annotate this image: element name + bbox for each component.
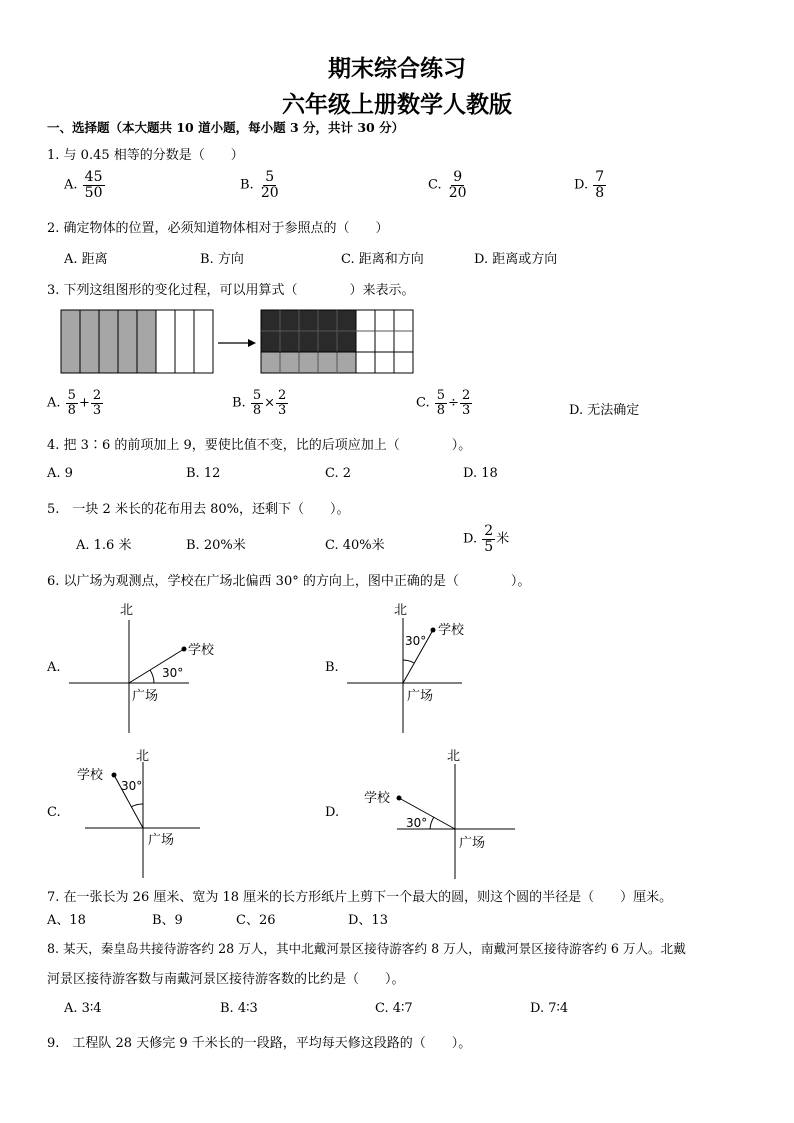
q4-option-a: A. 9: [47, 466, 73, 481]
school-label: 学校: [438, 623, 465, 638]
q7-stem: 7. 在一张长为 26 厘米、宽为 18 厘米的长方形纸片上剪下一个最大的圆，则这个圆的半径是（ ）厘米。: [47, 890, 673, 905]
q6-option-a-label: A.: [47, 660, 61, 675]
q8-option-c: C. 4∶7: [375, 1001, 413, 1016]
q4-option-b: B. 12: [186, 466, 221, 481]
q9-stem: 9. 工程队 28 天修完 9 千米长的一段路，平均每天修这段路的（ ）。: [47, 1036, 472, 1051]
angle-label: 30°: [406, 816, 428, 830]
q8-option-b: B. 4∶3: [220, 1001, 258, 1016]
q6-diagram-b: [344, 598, 514, 738]
q5-option-c: C. 40%米: [325, 538, 385, 553]
q7-option-b: B、9: [152, 913, 183, 928]
q2-option-b: B. 方向: [200, 252, 244, 267]
q6-diagram-d: [362, 744, 522, 884]
school-label: 学校: [77, 768, 104, 783]
q4-option-c: C. 2: [325, 466, 352, 481]
q6-diagram-c: [76, 744, 216, 884]
angle-label: 30°: [405, 634, 427, 648]
angle-label: 30°: [162, 666, 184, 680]
square-label: 广场: [459, 836, 486, 851]
q8-stem-line2: 河景区接待游客数与南戴河景区接待游客数的比约是（ ）。: [47, 972, 405, 987]
q6-option-c-label: C.: [47, 805, 61, 820]
q1-option-d: D. $\frac{7}{8}$: [574, 169, 605, 201]
q5-stem: 5. 一块 2 米长的花布用去 80%，还剩下（ ）。: [47, 502, 350, 517]
section-heading: 一、选择题（本大题共 10 道小题，每小题 3 分，共计 30 分）: [47, 120, 405, 135]
q8-stem-line1: 8. 某天，秦皇岛共接待游客约 28 万人，其中北戴河景区接待游客约 8 万人，南戴河景区接待游客约 6 万人。北戴: [47, 941, 686, 956]
page-subtitle: 六年级上册数学人教版: [282, 92, 512, 118]
q8-option-a: A. 3∶4: [64, 1001, 102, 1016]
q4-stem: 4. 把 3∶6 的前项加上 9，要使比值不变，比的后项应加上（ ）。: [47, 438, 472, 453]
north-label: 北: [447, 749, 461, 764]
north-label: 北: [136, 749, 150, 764]
q4-option-d: D. 18: [463, 466, 498, 481]
q6-diagram-a: [66, 598, 236, 738]
north-label: 北: [394, 603, 408, 618]
q3-stem: 3. 下列这组图形的变化过程，可以用算式（ ）来表示。: [47, 283, 415, 298]
q1-option-a: A. $\frac{45}{50}$: [64, 169, 103, 201]
q3-figure: [58, 308, 418, 376]
q1-option-c: C. $\frac{9}{20}$: [428, 169, 467, 201]
q7-option-d: D、13: [348, 913, 388, 928]
q3-option-c: C. $\frac{5}{8}$ ÷ $\frac{2}{3}$: [416, 388, 471, 418]
q1-option-b: B. $\frac{5}{20}$: [240, 169, 279, 201]
q3-left-rect: [61, 310, 213, 373]
q3-option-a: A. $\frac{5}{8}$ + $\frac{2}{3}$: [47, 388, 102, 418]
north-label: 北: [120, 603, 134, 618]
page-title: 期末综合练习: [328, 56, 466, 82]
q5-option-a: A. 1.6 米: [76, 538, 132, 553]
school-label: 学校: [364, 791, 391, 806]
q2-option-c: C. 距离和方向: [341, 252, 424, 267]
q2-option-a: A. 距离: [64, 252, 108, 267]
square-label: 广场: [132, 689, 159, 704]
q3-option-b: B. $\frac{5}{8}$ × $\frac{2}{3}$: [232, 388, 287, 418]
q7-option-c: C、26: [236, 913, 276, 928]
q8-option-d: D. 7∶4: [530, 1001, 569, 1016]
q2-stem: 2. 确定物体的位置，必须知道物体相对于参照点的（ ）: [47, 221, 389, 236]
angle-label: 30°: [121, 779, 143, 793]
q5-option-b: B. 20%米: [186, 538, 246, 553]
square-label: 广场: [407, 689, 434, 704]
q7-option-a: A、18: [47, 913, 86, 928]
q6-option-d-label: D.: [325, 805, 340, 820]
q6-stem: 6. 以广场为观测点，学校在广场北偏西 30° 的方向上，图中正确的是（ ）。: [47, 574, 531, 589]
arrow-icon: [218, 339, 256, 347]
q1-stem: 1. 与 0.45 相等的分数是（ ）: [47, 148, 244, 163]
q2-option-d: D. 距离或方向: [474, 252, 558, 267]
square-label: 广场: [148, 833, 175, 848]
q3-option-d: D. 无法确定: [569, 403, 640, 418]
q3-right-rect: [261, 310, 413, 373]
q6-option-b-label: B.: [325, 660, 339, 675]
q5-option-d: D. $\frac{2}{5}$ 米: [463, 523, 510, 555]
school-label: 学校: [188, 643, 215, 658]
